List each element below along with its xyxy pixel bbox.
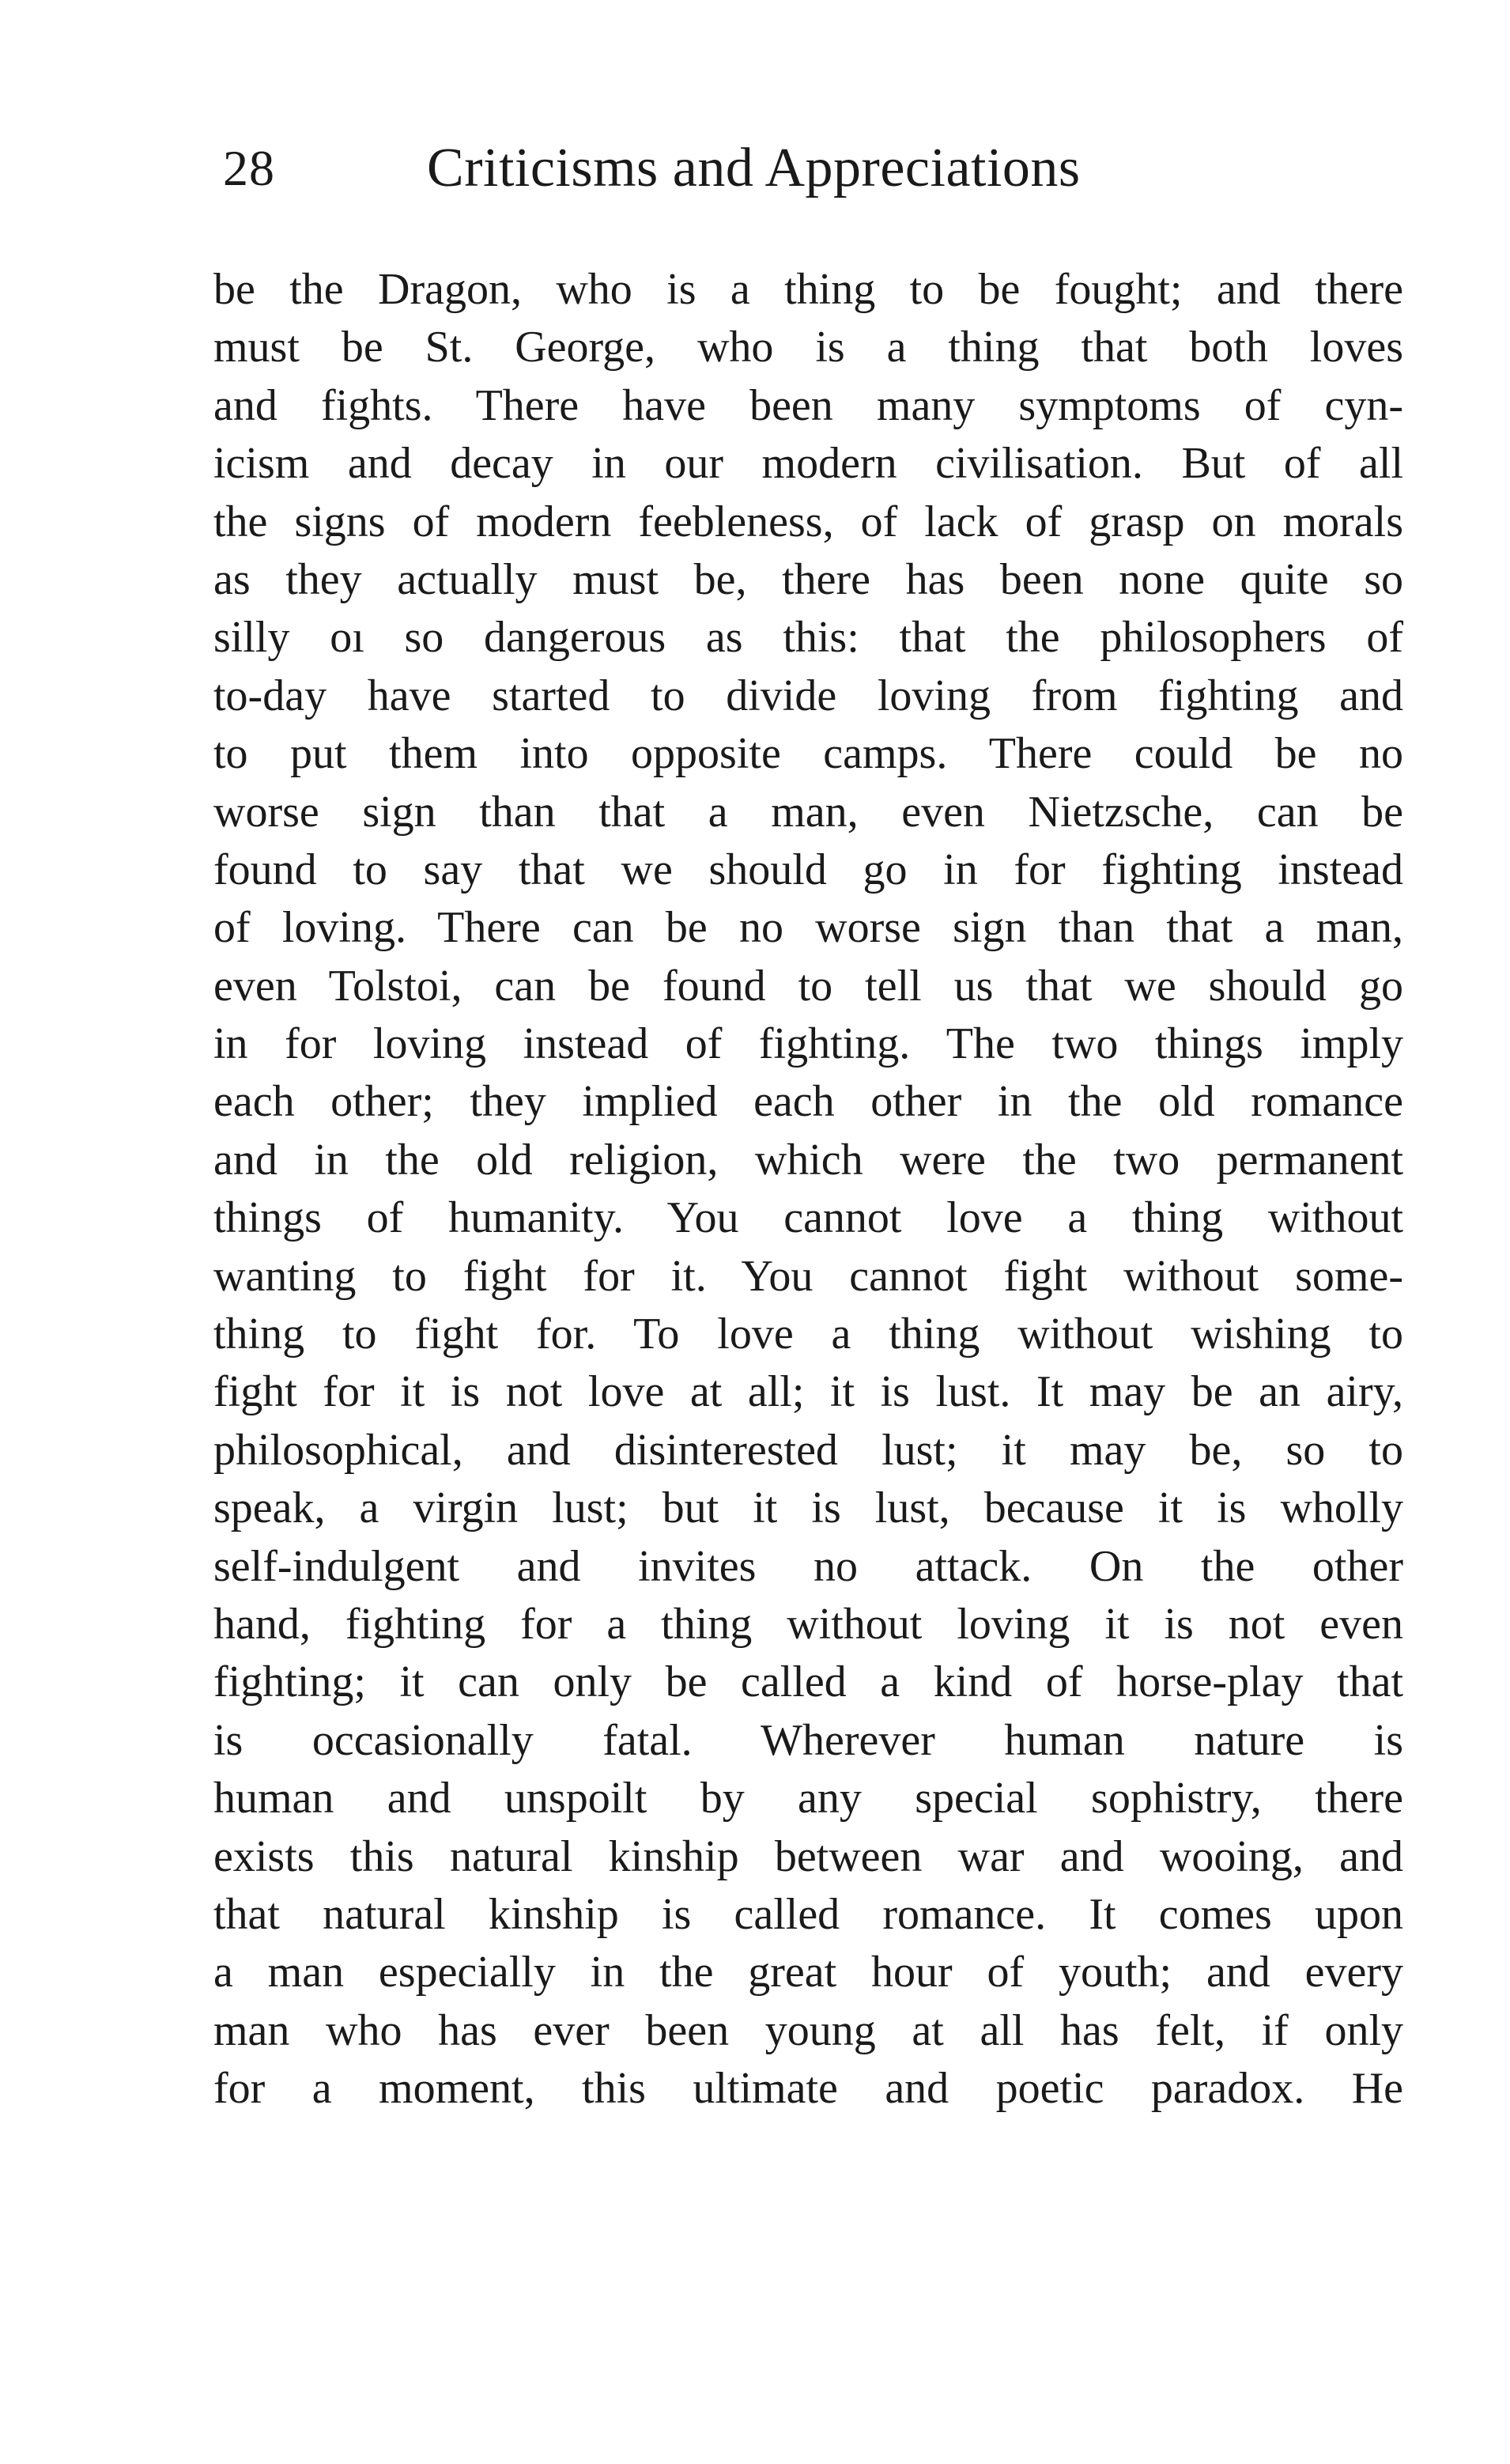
text-line: fighting; it can only be called a kind of horse-play that bbox=[213, 1657, 1403, 1707]
text-line: and fights. There have been many symptoms of cyn- bbox=[213, 380, 1403, 430]
text-line: things of humanity. You cannot love a thing without bbox=[213, 1193, 1403, 1243]
page-header bbox=[0, 133, 1510, 204]
text-line: a man especially in the great hour of youth; and every bbox=[213, 1948, 1403, 1997]
text-line: each other; they implied each other in the old romance bbox=[213, 1077, 1403, 1127]
text-line: icism and decay in our modern civilisation. But of all bbox=[213, 439, 1403, 489]
text-line: be the Dragon, who is a thing to be fought; and there bbox=[213, 265, 1403, 314]
text-line: and in the old religion, which were the two permanent bbox=[213, 1135, 1403, 1185]
text-line: is occasionally fatal. Wherever human nature is bbox=[213, 1715, 1403, 1765]
text-line: thing to fight for. To love a thing without wishing to bbox=[213, 1309, 1403, 1359]
text-line: exists this natural kinship between war and wooing, and bbox=[213, 1831, 1403, 1881]
text-line: self-indulgent and invites no attack. On the other bbox=[213, 1541, 1403, 1591]
text-line: fight for it is not love at all; it is lust. It may be an airy, bbox=[213, 1367, 1403, 1417]
text-line: philosophical, and disinterested lust; it may be, so to bbox=[213, 1425, 1403, 1475]
running-title: Criticisms and Appreciations bbox=[427, 138, 1081, 198]
text-line: must be St. George, who is a thing that both loves bbox=[213, 323, 1403, 372]
text-line: for a moment, this ultimate and poetic paradox. He bbox=[213, 2064, 1403, 2114]
text-line: wanting to fight for it. You cannot fight without some- bbox=[213, 1251, 1403, 1301]
text-line: that natural kinship is called romance. It comes upon bbox=[213, 1889, 1403, 1939]
text-line: human and unspoilt by any special sophistry, there bbox=[213, 1774, 1403, 1823]
text-line: in for loving instead of fighting. The two things imply bbox=[213, 1019, 1403, 1069]
text-line: as they actually must be, there has been none quite so bbox=[213, 554, 1403, 604]
text-line: speak, a virgin lust; but it is lust, because it is wholly bbox=[213, 1483, 1403, 1533]
body-text bbox=[213, 261, 1403, 2118]
text-line: found to say that we should go in for fighting instead bbox=[213, 845, 1403, 894]
text-line: man who has ever been young at all has felt, if only bbox=[213, 2005, 1403, 2055]
page-number: 28 bbox=[223, 140, 275, 196]
text-line: to put them into opposite camps. There could be no bbox=[213, 729, 1403, 779]
text-line: hand, fighting for a thing without loving it is not even bbox=[213, 1599, 1403, 1649]
text-line: to-day have started to divide loving from fighting and bbox=[213, 671, 1403, 720]
text-line: silly oı so dangerous as this: that the philosophers of bbox=[213, 613, 1403, 663]
text-line: of loving. There can be no worse sign than that a man, bbox=[213, 903, 1403, 953]
text-line: the signs of modern feebleness, of lack of grasp on morals bbox=[213, 497, 1403, 546]
text-line: worse sign than that a man, even Nietzsche, can be bbox=[213, 787, 1403, 837]
text-line: even Tolstoi, can be found to tell us that we should go bbox=[213, 961, 1403, 1011]
